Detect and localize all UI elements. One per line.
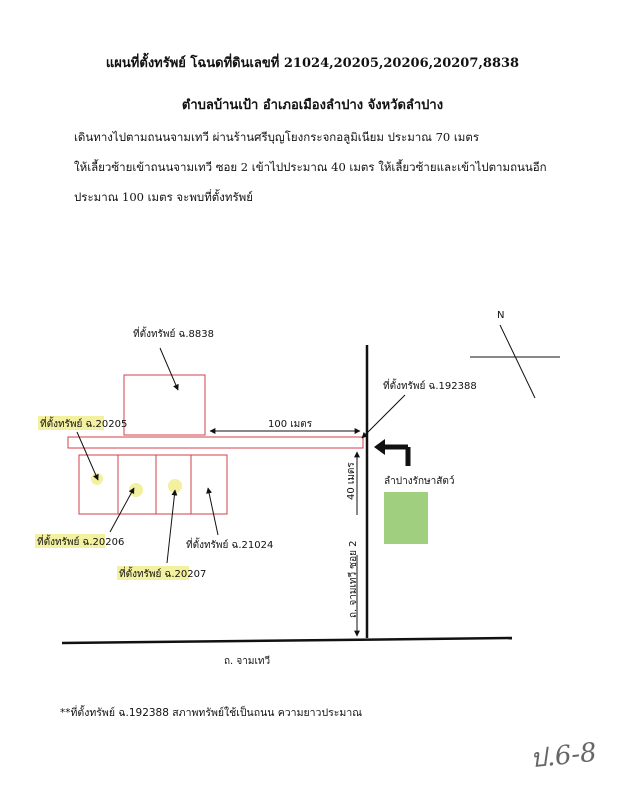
highlight-dot-20206 xyxy=(129,483,143,497)
page-title: แผนที่ตั้งทรัพย์ โฉนดที่ดินเลขที่ 21024,20205,20206,20207,8838 xyxy=(105,56,520,71)
label-plot-20205: ที่ตั้งทรัพย์ ฉ.20205 xyxy=(40,419,128,430)
label-main-road: ถ. จามเทวี xyxy=(224,656,271,667)
landmark-block xyxy=(384,492,428,544)
pointer-192388 xyxy=(362,395,405,438)
north-label: N xyxy=(497,310,505,321)
turn-left-arrow-icon xyxy=(383,447,408,466)
label-dist-100: 100 เมตร xyxy=(268,419,313,430)
label-plot-21024: ที่ตั้งทรัพย์ ฉ.21024 xyxy=(186,540,274,551)
directions-line-2: ให้เลี้ยวซ้ายเข้าถนนจามเทวี ซอย 2 เข้าไปประมาณ 40 เมตร ให้เลี้ยวซ้ายและเข้าไปตามถนนอีก xyxy=(74,160,547,174)
north-arrow-icon xyxy=(470,310,560,398)
pointer-8838 xyxy=(160,348,178,390)
label-plot-20207: ที่ตั้งทรัพย์ ฉ.20207 xyxy=(119,569,207,580)
footnote: **ที่ตั้งทรัพย์ ฉ.192388 สภาพทรัพย์ใช้เป็นถนน ความยาวประมาณ xyxy=(60,707,362,719)
plot-21024-rect xyxy=(191,455,227,514)
label-landmark: ลำปางรักษาสัตว์ xyxy=(384,476,455,487)
main-road-line xyxy=(62,638,512,643)
plot-8838-rect xyxy=(124,375,205,435)
highlight-dot-20205 xyxy=(91,473,103,485)
label-soi-road: ถ. จามเทวี ซอย 2 xyxy=(348,540,359,618)
turn-left-arrowhead-icon xyxy=(374,439,385,455)
directions-line-3: ประมาณ 100 เมตร จะพบที่ตั้งทรัพย์ xyxy=(74,190,253,204)
label-plot-20206: ที่ตั้งทรัพย์ ฉ.20206 xyxy=(37,537,125,548)
plot-row xyxy=(79,455,227,514)
label-plot-192388: ที่ตั้งทรัพย์ ฉ.192388 xyxy=(383,381,477,392)
page-subtitle: ตำบลบ้านเป้า อำเภอเมืองลำปาง จังหวัดลำปาง xyxy=(181,98,444,113)
pointer-21024 xyxy=(208,488,218,535)
pointer-20206 xyxy=(110,488,134,532)
directions-line-1: เดินทางไปตามถนนจามเทวี ผ่านร้านศรีบุญโยงกระจกอลูมิเนียม ประมาณ 70 เมตร xyxy=(74,130,480,144)
handwritten-annotation: ป.6-8 xyxy=(528,737,599,775)
label-dist-40: 40 เมตร xyxy=(346,462,357,500)
label-plot-8838: ที่ตั้งทรัพย์ ฉ.8838 xyxy=(133,329,215,340)
pointer-20205 xyxy=(77,432,98,480)
plot-192388-strip xyxy=(68,437,363,448)
pointer-20207 xyxy=(167,490,175,563)
